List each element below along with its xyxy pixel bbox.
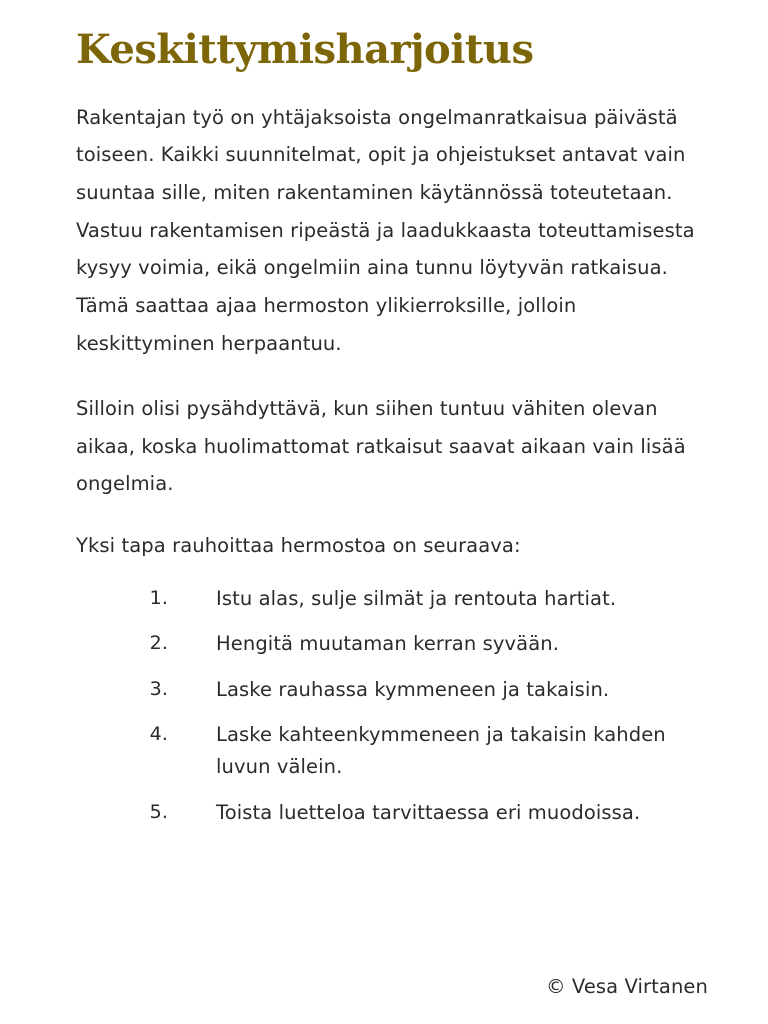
list-item-number: 4. [149, 723, 168, 746]
list-item [76, 674, 716, 706]
steps-list [76, 583, 716, 828]
list-item-label: Hengitä muutaman kerran syvään. [216, 632, 560, 656]
page-title: Keskittymisharjoitus [76, 26, 534, 73]
list-item-label: Toista luetteloa tarvittaessa eri muodoissa. [216, 800, 641, 824]
body-paragraph-1: Rakentajan työ on yhtäjaksoista ongelmanratkaisua päivästä toiseen. Kaikki suunnitelmat, opit ja ohjeistukset antavat vain suuntaa sille, miten rakentaminen käytännössä toteutetaan. Vastuu rakentamisen ripeästä ja laadukkaasta toteuttamisesta kysyy voimia, eikä ongelmiin aina tunnu löytyvän ratkaisua. Tämä saattaa ajaa hermoston ylikierroksille, jolloin keskittyminen herpaantuu. [76, 105, 695, 355]
body-paragraph-2: Silloin olisi pysähdyttävä, kun siihen tuntuu vähiten olevan aikaa, koska huolimattomat ratkaisut saavat aikaan vain lisää ongelmia. [76, 397, 686, 496]
list-item-label: Laske rauhassa kymmeneen ja takaisin. [216, 677, 610, 701]
list-item [76, 719, 716, 782]
list-item-label: Istu alas, sulje silmät ja rentouta hartiat. [216, 586, 617, 610]
list-item [76, 797, 716, 829]
list-item-number: 1. [149, 586, 168, 609]
list-item-number: 2. [149, 632, 168, 655]
list-item [76, 583, 716, 615]
list-item-number: 3. [149, 677, 168, 700]
list-item [76, 628, 716, 660]
body-paragraph-3: Yksi tapa rauhoittaa hermostoa on seuraava: [76, 534, 521, 558]
list-item-number: 5. [149, 800, 168, 823]
list-item-label: Laske kahteenkymmeneen ja takaisin kahden luvun välein. [216, 723, 666, 778]
copyright-footer: © Vesa Virtanen [546, 975, 708, 998]
